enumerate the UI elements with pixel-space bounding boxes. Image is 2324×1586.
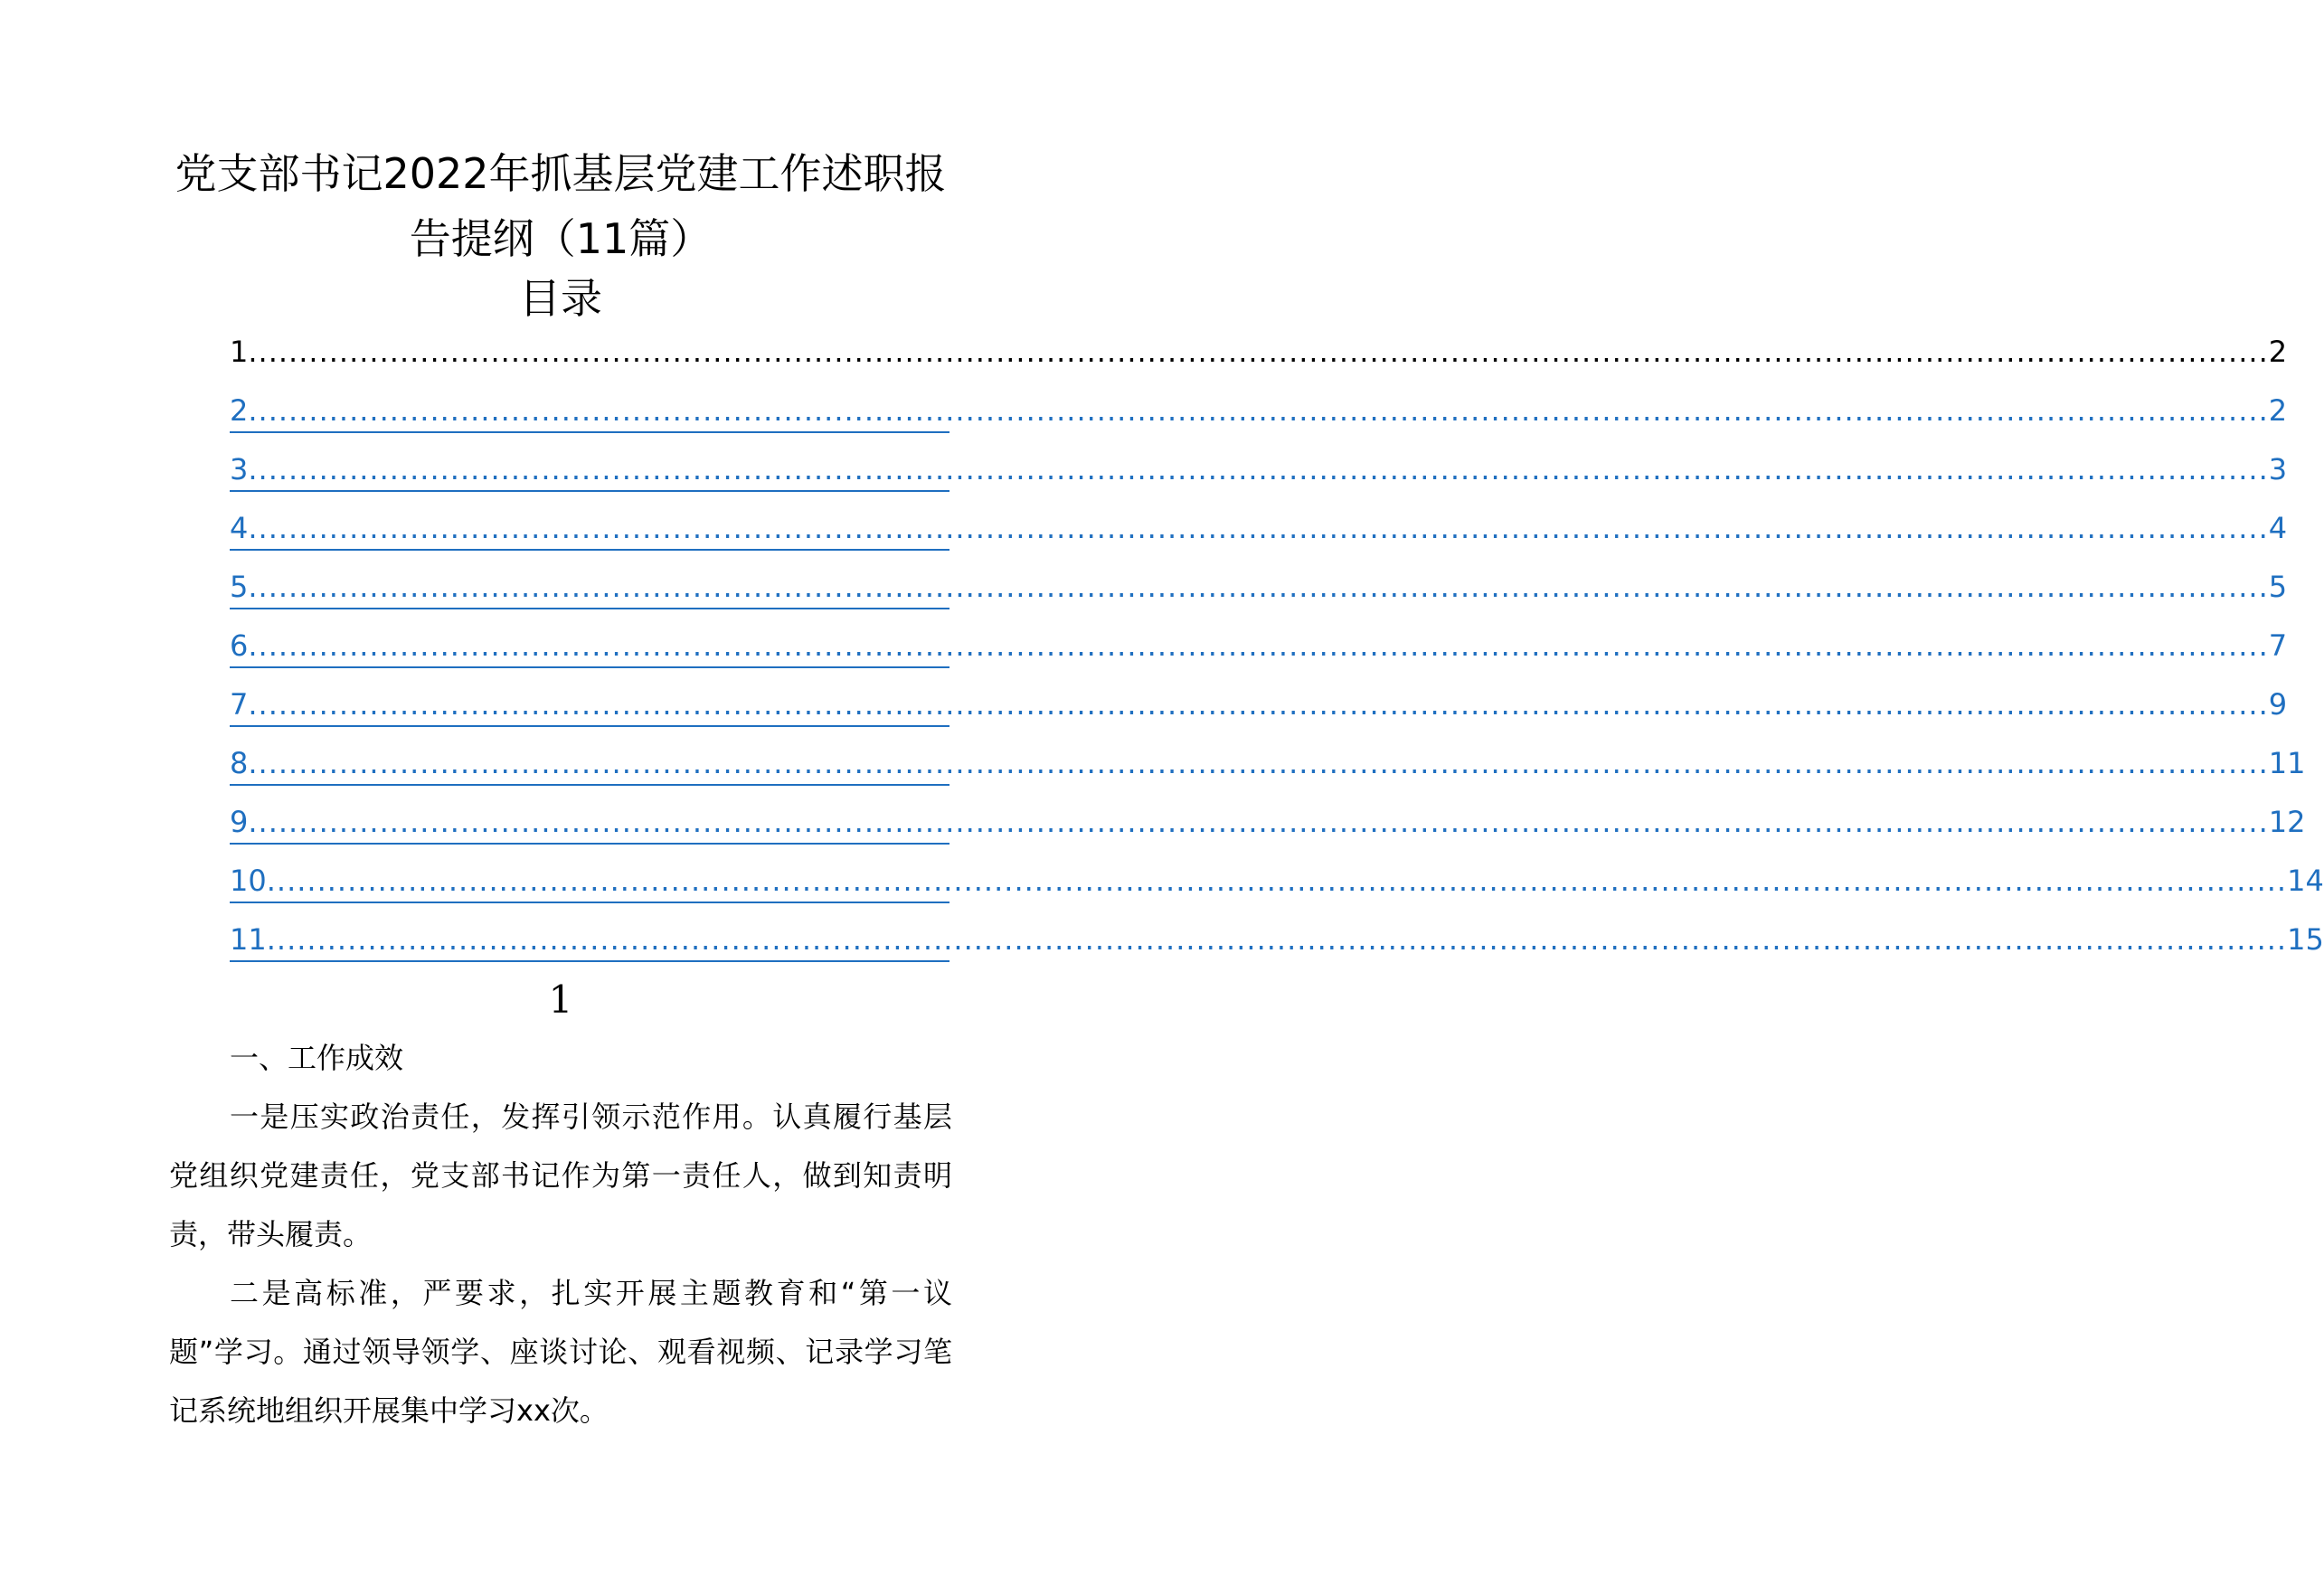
toc-entry-line	[230, 329, 2288, 374]
toc-heading: 目录	[519, 274, 602, 323]
toc-dot-leader: ........................................................................................................................................................................................................	[248, 805, 2269, 839]
toc-dot-leader: ........................................................................................................................................................................................................	[266, 922, 2288, 957]
toc-entry-11[interactable]	[230, 917, 2324, 976]
toc-dot-leader: ........................................................................................................................................................................................................	[248, 335, 2269, 369]
toc-entry-line	[230, 388, 2288, 433]
toc-dot-leader: ........................................................................................................................................................................................................	[248, 687, 2269, 722]
toc-dot-leader: ........................................................................................................................................................................................................	[248, 393, 2269, 428]
paragraph-1	[169, 1088, 952, 1264]
toc-entry-5[interactable]	[230, 564, 2288, 623]
toc-entry-9[interactable]	[230, 799, 2306, 858]
document-title-line-1: 党支部书记2022年抓基层党建工作述职报	[175, 149, 947, 198]
toc-entry-number: 3	[230, 447, 248, 490]
toc-entry-line	[230, 682, 2288, 727]
section-number: 1	[548, 977, 573, 1022]
toc-entry-6[interactable]	[230, 623, 2288, 682]
toc-entry-page-number: 11	[2269, 741, 2306, 784]
paragraph-text: 一是压实政治责任，发挥引领示范作用。认真履行基层党组织党建责任，党支部书记作为第一责任人，做到知责明责，带头履责。	[169, 1100, 952, 1251]
toc-entry-line	[230, 858, 2324, 903]
paragraph-text: 二是高标准，严要求，扎实开展主题教育和“第一议题”学习。通过领导领学、座谈讨论、观看视频、记录学习笔记系统地组织开展集中学习xx次。	[169, 1276, 952, 1428]
toc-entry-page-number: 2	[2269, 329, 2287, 374]
toc-entry-line	[230, 917, 2324, 962]
toc-entry-line	[230, 741, 2306, 786]
toc-entry-2[interactable]	[230, 388, 2288, 447]
toc-entry-number: 9	[230, 799, 248, 843]
toc-entry-line	[230, 564, 2288, 609]
toc-entry-line	[230, 505, 2288, 551]
document-title-line-2: 告提纲（11篇）	[409, 214, 713, 263]
toc-entry-number: 5	[230, 564, 248, 608]
toc-entry-line	[230, 623, 2288, 668]
toc-entry-page-number: 4	[2269, 505, 2287, 549]
toc-entry-10[interactable]	[230, 858, 2324, 917]
toc-dot-leader: ........................................................................................................................................................................................................	[248, 746, 2269, 780]
toc-entry-page-number: 9	[2269, 682, 2287, 725]
toc-entry-number: 10	[230, 858, 267, 902]
toc-entry-number: 6	[230, 623, 248, 666]
toc-entry-number: 2	[230, 388, 248, 431]
toc-entry-page-number: 15	[2287, 917, 2324, 960]
toc-entry-page-number: 3	[2269, 447, 2287, 490]
toc-entry-page-number: 12	[2269, 799, 2306, 843]
toc-dot-leader: ........................................................................................................................................................................................................	[266, 864, 2288, 898]
toc-entry-page-number: 5	[2269, 564, 2287, 608]
toc-entry-number: 4	[230, 505, 248, 549]
toc-entry-1	[230, 329, 2288, 388]
toc-entry-number: 8	[230, 741, 248, 784]
toc-entry-number: 11	[230, 917, 267, 960]
toc-entry-4[interactable]	[230, 505, 2288, 564]
toc-entry-8[interactable]	[230, 741, 2306, 799]
toc-dot-leader: ........................................................................................................................................................................................................	[248, 452, 2269, 486]
toc-entry-line	[230, 447, 2288, 492]
toc-entry-7[interactable]	[230, 682, 2288, 741]
table-of-contents	[230, 329, 2324, 976]
toc-entry-line	[230, 799, 2306, 845]
toc-entry-3[interactable]	[230, 447, 2288, 505]
toc-dot-leader: ........................................................................................................................................................................................................	[248, 628, 2269, 663]
paragraph-2	[169, 1264, 952, 1440]
toc-dot-leader: ........................................................................................................................................................................................................	[248, 570, 2269, 604]
toc-entry-number: 7	[230, 682, 248, 725]
section-heading: 一、工作成效	[230, 1041, 404, 1075]
toc-dot-leader: ........................................................................................................................................................................................................	[248, 511, 2269, 545]
toc-entry-number: 1	[230, 329, 248, 374]
toc-entry-page-number: 2	[2269, 388, 2287, 431]
toc-entry-page-number: 7	[2269, 623, 2287, 666]
toc-entry-page-number: 14	[2287, 858, 2324, 902]
